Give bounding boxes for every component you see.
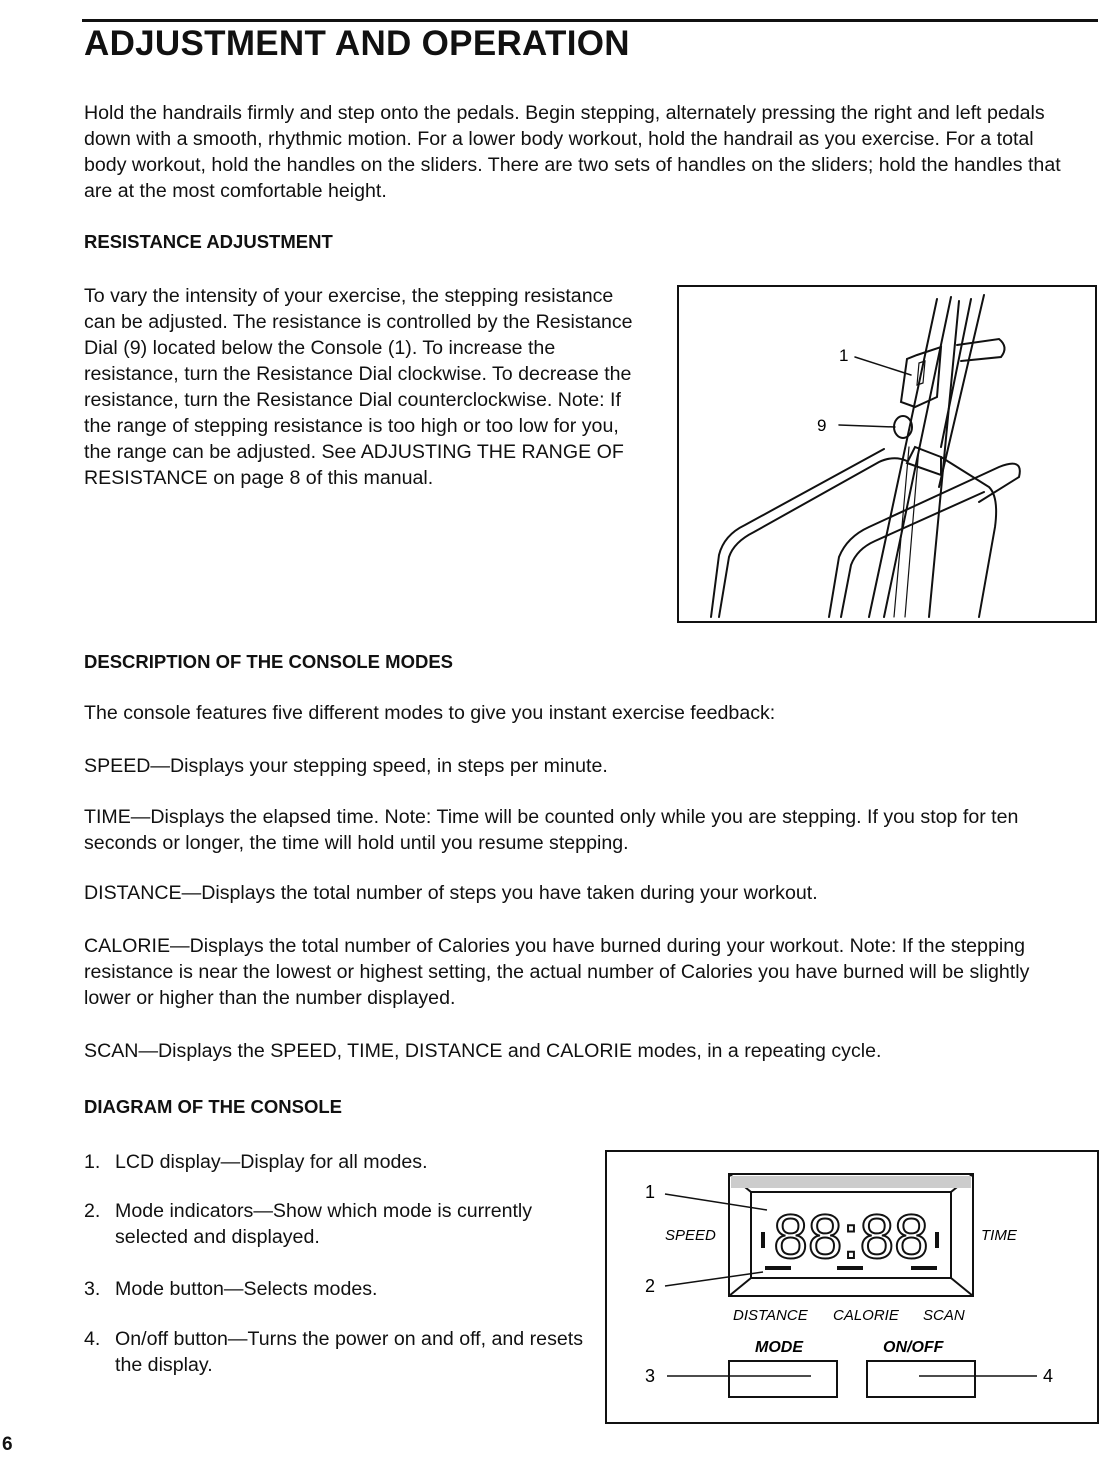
resistance-paragraph: To vary the intensity of your exercise, the stepping resistance can be adjusted. The resistance is controlled by the Resistance Dial (9) located below the Console (1). To increase the resistance, turn the Resistance Dial clockwise. To decrease the resistance, turn the Resistance Dial counterclockwise. Note: If the range of stepping resistance is too high or too low for you, the range can be adjusted. See ADJUSTING THE RANGE OF RESISTANCE on page 8 of this manual. (84, 285, 633, 489)
callout-4: 4 (1043, 1366, 1054, 1386)
handrail-right (829, 464, 1020, 617)
console-heading: DIAGRAM OF THE CONSOLE (84, 1096, 342, 1117)
lcd-segment (761, 1232, 765, 1248)
list-item-text: On/off button—Turns the power on and off, and resets the display. (115, 1328, 584, 1376)
callout-2: 2 (645, 1276, 656, 1296)
list-item-number: 3. (84, 1278, 101, 1300)
list-item-number: 4. (84, 1328, 101, 1350)
mode-speed-description: SPEED—Displays your stepping speed, in steps per minute. (84, 755, 608, 777)
list-item (84, 1326, 585, 1378)
page-number: 6 (2, 1434, 13, 1455)
callout-1: 1 (645, 1182, 656, 1202)
list-item-text: Mode indicators—Show which mode is currently selected and displayed. (115, 1200, 533, 1248)
callout-3: 3 (645, 1366, 656, 1386)
page-title: ADJUSTMENT AND OPERATION (84, 24, 630, 63)
callout-leader-dial (839, 425, 895, 427)
callout-dial: 9 (817, 416, 827, 435)
mode-distance-description: DISTANCE—Displays the total number of steps you have taken during your workout. (84, 882, 818, 904)
label-time: TIME (981, 1227, 1017, 1244)
resistance-heading: RESISTANCE ADJUSTMENT (84, 231, 333, 252)
lcd-readout: 88:88 (773, 1203, 929, 1272)
list-item-text: Mode button—Selects modes. (115, 1278, 378, 1300)
label-scan: SCAN (923, 1307, 965, 1324)
stepper-drawing (679, 287, 1095, 621)
list-item-number: 1. (84, 1151, 101, 1173)
onoff-button (867, 1361, 975, 1397)
lcd-segment (935, 1232, 939, 1248)
stepper-illustration (677, 285, 1097, 623)
handrail-right-inner (841, 492, 984, 617)
modes-heading: DESCRIPTION OF THE CONSOLE MODES (84, 651, 453, 672)
console-drawing (607, 1152, 1097, 1422)
title-rule (82, 19, 1098, 22)
list-item (84, 1149, 595, 1175)
label-distance: DISTANCE (733, 1307, 808, 1324)
pedal-joint (907, 447, 941, 475)
list-item-text: LCD display—Display for all modes. (115, 1151, 428, 1173)
list-item (84, 1276, 595, 1302)
label-speed: SPEED (665, 1227, 716, 1244)
label-onoff: ON/OFF (883, 1339, 944, 1356)
handle-knob (957, 339, 1005, 361)
label-mode: MODE (755, 1339, 803, 1356)
label-calorie: CALORIE (833, 1307, 899, 1324)
intro-paragraph: Hold the handrails firmly and step onto the pedals. Begin stepping, alternately pressing the right and left pedals down with a smooth, rhythmic motion. For a lower body workout, hold the handrail as you exercise. For a total body workout, hold the handles on the sliders. There are two sets of handles on the sliders; hold the handles that are at the most comfortable height. (84, 102, 1061, 202)
handrail-left (719, 458, 907, 617)
column-line (869, 299, 937, 617)
mode-calorie-description: CALORIE—Displays the total number of Calories you have burned during your workout. Note: If the stepping resistance is near the lowest or highest setting, the actual number of Calories you have burned will be slightly lower or higher than the number displayed. (84, 935, 1030, 1009)
lcd-shading (731, 1176, 971, 1188)
console-diagram (605, 1150, 1099, 1424)
list-item (84, 1198, 575, 1250)
mode-time-description: TIME—Displays the elapsed time. Note: Time will be counted only while you are stepping. If you stop for ten seconds or longer, the time will hold until you resume stepping. (84, 806, 1019, 854)
callout-console: 1 (839, 346, 849, 365)
mode-button (729, 1361, 837, 1397)
modes-intro: The console features five different modes to give you instant exercise feedback: (84, 702, 776, 724)
mode-scan-description: SCAN—Displays the SPEED, TIME, DISTANCE and CALORIE modes, in a repeating cycle. (84, 1040, 882, 1062)
list-item-number: 2. (84, 1200, 101, 1222)
callout-leader-console (855, 357, 911, 375)
